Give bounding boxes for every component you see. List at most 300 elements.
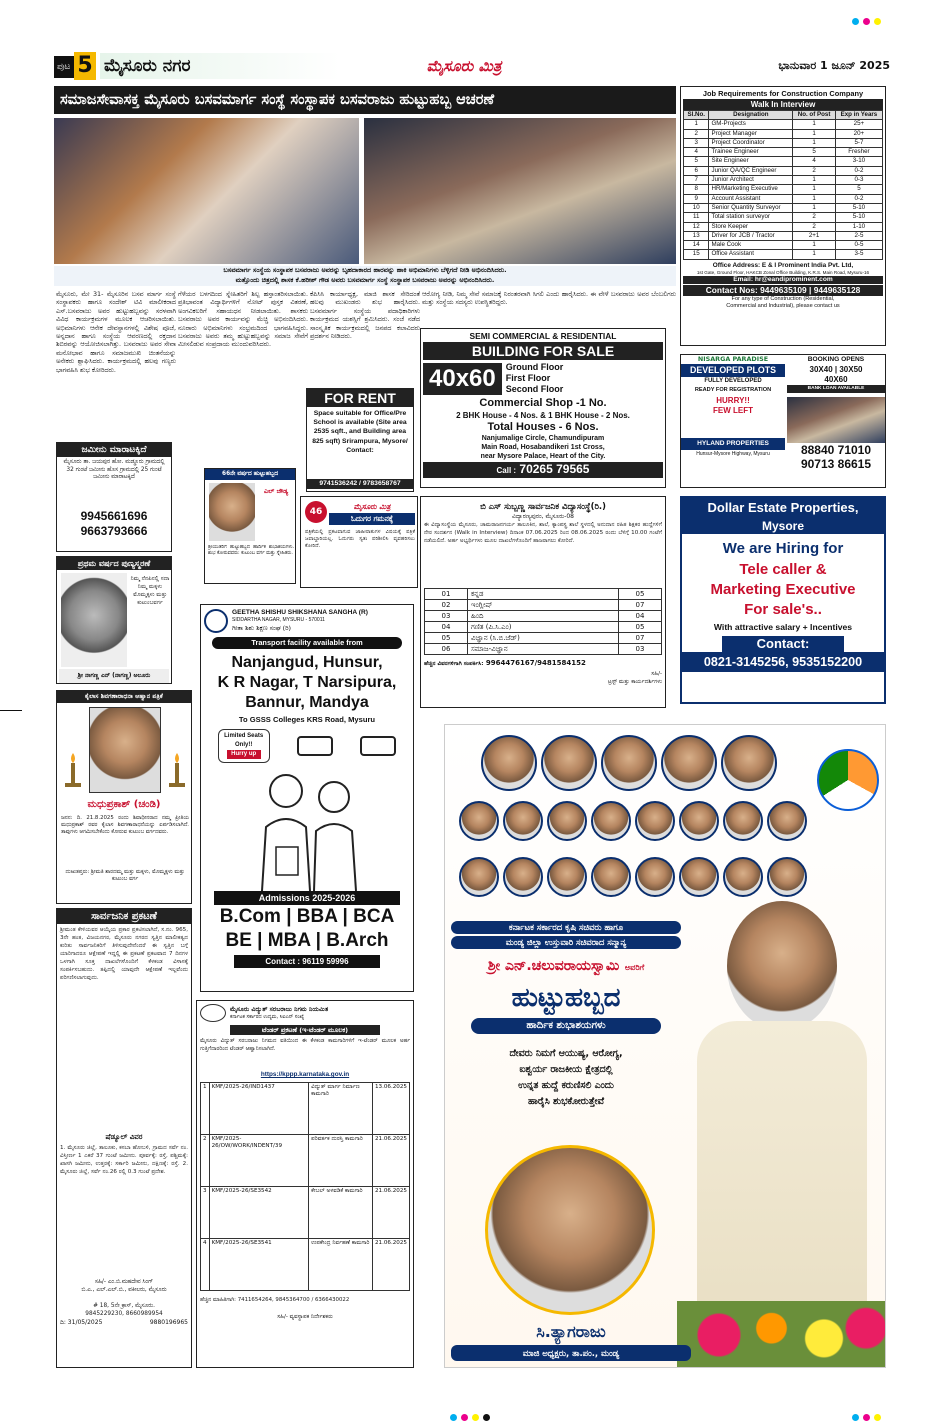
job-title: Job Requirements for Construction Company (702, 89, 864, 98)
job-cell: 5-10 (835, 213, 882, 222)
job-cell: HR/Marketing Executive (709, 185, 793, 194)
tender-cell: 21.06.2025 (372, 1135, 409, 1187)
tender-cell: KMF/2025-26/IND1437 (209, 1083, 309, 1135)
page-label-text: ಪುಟ (57, 62, 71, 72)
building-top: SEMI COMMERCIAL & RESIDENTIAL (469, 331, 617, 341)
school-notice (420, 496, 666, 708)
plots-phone-2: 90713 86615 (800, 457, 872, 471)
public-notice-body: ಶ್ರೀಮಂತ ಕೇಳಿಯವರ ಆಯ್ಕೆಯ ಪ್ರಕಾರ ಪ್ರಕಟಿಸಲಾಗಿದೆ, ಸ.ನಂ. 965, 3ನೇ ಹಂತ, ವಿಜಯನಗರ, ಮೈಸೂರು ನಗರದ ಸ್ವತ್ತಿನ ಮಾಲೀಕತ್ವದ ಕುರಿತು ಸಾರ್ವಜನಿಕರಿಗೆ ತಿಳಿಸುವುದೇನೆಂದರೆ ಈ ಸ್ವತ್ತಿನ ಬಗ್ಗೆ ಯಾರಿಗಾದರೂ ಆಕ್ಷೇಪಣೆ ಇದ್ದಲ್ಲಿ ಈ ಪ್ರಕಟಣೆ ಪ್ರಕಟವಾದ 7 ದಿನಗಳ ಒಳಗಾಗಿ ಸೂಕ್ತ ದಾಖಲೆಗಳೊಂದಿಗೆ ಕೆಳಕಂಡ ವಿಳಾಸಕ್ಕೆ ಸಂಪರ್ಕಿಸಬಹುದು. ತಪ್ಪಿದಲ್ಲಿ ಯಾವುದೇ ಆಕ್ಷೇಪಣೆ ಇಲ್ಲವೆಂದು ಪರಿಗಣಿಸಲಾಗುವುದು. (60, 927, 188, 981)
plots-few: FEW LEFT (713, 406, 753, 415)
political-line-2: ಮಂಡ್ಯ ಜಿಲ್ಲಾ ಉಸ್ತುವಾರಿ ಸಚಿವರಾದ ಸನ್ಮಾನ್ಯ (451, 936, 681, 949)
job-row (684, 203, 883, 212)
political-wish-1: ದೇವರು ನಿಮಗೆ ಆಯುಷ್ಯ, ಆರೋಗ್ಯ, (509, 1048, 623, 1059)
land-sale-title: ಜಮೀನು ಮಾರಾಟಕ್ಕಿದೆ (57, 443, 171, 457)
for-rent-ad (306, 388, 414, 492)
tender-table (200, 1082, 410, 1291)
tender-cell: ಉಪಕೇಂದ್ರ ನಿರ್ವಹಣೆ ಕಾಮಗಾರಿ (309, 1239, 373, 1291)
job-th-posts: No. of Post (793, 111, 836, 120)
gsss-limited-text: Limited Seats Only!! (224, 733, 264, 748)
tender-cell: ವಿದ್ಯುತ್ ಮಾರ್ಗ ನಿರ್ಮಾಣ ಕಾಮಗಾರಿ (309, 1083, 373, 1135)
job-cell: Site Engineer (709, 157, 793, 166)
remembrance-title: ಪ್ರಥಮ ವರ್ಷದ ಪುಣ್ಯಸ್ಮರಣೆ (57, 557, 171, 570)
leader-photo (591, 857, 631, 897)
job-office: Office Address: E & I Prominent India Pvt. Ltd, (712, 261, 854, 269)
gsss-courses-2: BE | MBA | B.Arch (225, 930, 389, 951)
tender-sign: ಸಹಿ/- ವ್ಯವಸ್ಥಾಪಕ ನಿರ್ದೇಶಕರು (277, 1314, 333, 1320)
school-sub: ವಿದ್ಯಾರಣ್ಯಪುರಂ, ಮೈಸೂರು-08 (512, 513, 574, 520)
signer-title: ಮಾಜಿ ಅಧ್ಯಕ್ಷರು, ತಾ.ಪಂ., ಮಂಡ್ಯ (451, 1345, 691, 1361)
land-sale-phone-2: 9663793666 (80, 524, 148, 538)
gsss-line-1: Nanjangud, Hunsur, (231, 654, 383, 671)
notice-date: ದಿ: 31/05/2025 (60, 1319, 103, 1326)
tender-cell: 21.06.2025 (372, 1239, 409, 1291)
tender-cell: 21.06.2025 (372, 1187, 409, 1239)
job-row (684, 241, 883, 250)
plots-photo (787, 397, 885, 443)
job-row (684, 194, 883, 203)
gsss-hurry: Hurry up (227, 750, 261, 759)
tender-cell: KMF/2025-26/OW/WORK/INDENT/39 (209, 1135, 309, 1187)
leader-photo (661, 735, 717, 791)
leader-photo (459, 857, 499, 897)
gsss-admissions: Admissions 2025-2026 (214, 891, 400, 905)
dollar-perks: With attractive salary + Incentives (713, 622, 853, 632)
job-th-exp: Exp in Years (835, 111, 882, 120)
job-th-designation: Designation (709, 111, 793, 120)
building-addr-2: Main Road, Hosabandikeri 1st Cross, (481, 444, 605, 451)
school-cell: ಗಣಿತ (ಪಿ.ಸಿ.ಎಂ) (468, 622, 619, 633)
plots-booking: BOOKING OPENS (807, 356, 865, 363)
job-cell: 2 (793, 213, 836, 222)
school-row (425, 611, 662, 622)
school-sign: ಸಹಿ/- (651, 671, 662, 677)
leader-photo (503, 801, 543, 841)
job-note-1: For any type of Construction (Residential, (731, 296, 835, 303)
school-cell: 04 (618, 611, 661, 622)
job-cell: 1 (793, 129, 836, 138)
notice-signer: ಸಹಿ/- ಎಂ.ಬಿ.ಮಹದೇವ ಸಿಂಗ್ (94, 1279, 154, 1285)
dollar-role-2: Marketing Executive (710, 581, 856, 598)
job-cell: 4 (793, 157, 836, 166)
anniversary-badge-icon (305, 501, 327, 523)
bus-icon-2 (360, 736, 396, 756)
job-cell: 0-2 (835, 166, 882, 175)
land-sale-phone-1: 9945661696 (80, 509, 148, 523)
tender-footer: ಹೆಚ್ಚಿನ ಮಾಹಿತಿಗಾಗಿ: 7411654264, 9845364700 / 6366430022 (200, 1297, 350, 1303)
school-contact-label: ಹೆಚ್ಚಿನ ವಿವರಗಳಿಗಾಗಿ ಸಂಪರ್ಕಿಸಿ: (424, 661, 484, 667)
school-row (425, 633, 662, 644)
job-cell: 9 (684, 194, 709, 203)
gsss-to: To GSSS Colleges KRS Road, Mysuru (238, 715, 376, 724)
school-cell: ಇಂಗ್ಲೀಷ್ (468, 600, 619, 611)
job-cell: 5 (835, 185, 882, 194)
political-wishes: ಹಾರ್ದಿಕ ಶುಭಾಶಯಗಳು (471, 1018, 661, 1034)
birthday-66-photo (209, 483, 255, 541)
obituary-ad (56, 690, 192, 904)
masthead (54, 52, 890, 80)
leader-photo (721, 735, 777, 791)
plots-phone-1: 88840 71010 (800, 443, 872, 457)
leader-photo (635, 801, 675, 841)
school-cell: 06 (425, 644, 468, 655)
leader-photo (723, 801, 763, 841)
job-row (684, 138, 883, 147)
for-rent-title: FOR RENT (307, 389, 413, 407)
leader-photo (459, 801, 499, 841)
job-cell: GM-Projects (709, 120, 793, 129)
school-table (424, 588, 662, 655)
badge-number: 46 (309, 507, 323, 517)
political-wish-2: ಐಶ್ವರ್ಯ ರಾಜಕೀಯ ಕ್ಷೇತ್ರದಲ್ಲಿ (519, 1064, 613, 1075)
registration-marks-top-right (852, 10, 912, 20)
job-row (684, 166, 883, 175)
building-size: 40x60 (423, 363, 502, 395)
job-row (684, 185, 883, 194)
school-cell: 07 (618, 600, 661, 611)
job-row (684, 213, 883, 222)
job-cell: 12 (684, 222, 709, 231)
paper-name: ಮೈಸೂರು ಮಿತ್ರ (426, 57, 502, 75)
job-cell: 1 (684, 120, 709, 129)
gsss-line-3: Bannur, Mandya (245, 694, 369, 711)
building-total: Total Houses - 6 Nos. (487, 421, 599, 433)
for-rent-phone: 9741536242 / 9783658767 (307, 479, 413, 489)
leader-photo (481, 735, 537, 791)
school-row (425, 644, 662, 655)
leader-photo (541, 735, 597, 791)
job-cell: Male Cook (709, 241, 793, 250)
job-cell: 1 (793, 250, 836, 259)
article-col-3: ಕೆಪಿಸಿಸಿ ಕಾರ್ಯಾಧ್ಯಕ್ಷ, ಮಾಜಿ ಶಾಸಕ ಸೇರಿದಂತೆ ಹಲವು ಮುಖಂಡರು ಶುಭ ಹಾರೈಸಿದರು. ಬಸವಮಾರ್ಗ ಸಂಸ್ಥೆಯ ಪದಾಧಿಕಾರಿಗಳು ಕಾರ್ಯಕ್ರಮದ ಯಶಸ್ಸಿಗೆ ಶ್ರಮಿಸಿದರು. ಸಂಜೆ ನಡೆದ ಸಾಂಸ್ಕೃತಿಕ ಕಾರ್ಯಕ್ರಮದಲ್ಲಿ ಜನಪದ ಕಲಾವಿದರು ಪ್ರದರ್ಶನ ನೀಡಿದರು. (310, 290, 420, 341)
gsss-logo-icon (204, 609, 228, 633)
plots-company: HYLAND PROPERTIES (681, 438, 785, 450)
plots-location: Hunsur-Mysore Highway, Mysuru (696, 451, 770, 457)
tender-url[interactable]: https://kppp.karnataka.gov.in (260, 1071, 350, 1078)
walkin-banner: Walk In Interview (683, 99, 883, 110)
job-cell: 2+1 (793, 231, 836, 240)
leader-photo (679, 857, 719, 897)
page-number: 5 (74, 52, 96, 80)
remembrance-name: ಶ್ರೀ ನಾಗಣ್ಣ ಎನ್ (ನಾಗಣ್ಣ) ಅಲೂರು (59, 669, 169, 683)
job-cell: 20+ (835, 129, 882, 138)
obituary-photo (89, 707, 161, 793)
job-cell: Junior Architect (709, 176, 793, 185)
political-line-1: ಕರ್ನಾಟಕ ಸರ್ಕಾರದ ಕೃಷಿ ಸಚಿವರು ಹಾಗೂ (451, 921, 681, 934)
job-cell: 14 (684, 241, 709, 250)
building-floor-3: Second Floor (505, 384, 564, 394)
obituary-body: ಜನನ: ದಿ. 21.8.2025 ರಂದು ಶಿವಾಧೀನರಾದ ನಮ್ಮ ಪ್ರೀತಿಯ ಮಧುಪ್ರಕಾಶ್ ರವರ ಕೈಲಾಸ ಶಿವಗಣಾರಾಧನೆಯನ್ನು ಏರ್ಪಡಿಸಲಾಗಿದೆ. ತಾವುಗಳು ಆಗಮಿಸಬೇಕೆಂದು ಕೋರುವ ಕುಟುಂಬ ವರ್ಗದವರು. (61, 815, 189, 835)
school-cell: 05 (425, 633, 468, 644)
leader-photo (635, 857, 675, 897)
plots-ad (680, 354, 886, 488)
job-cell: 1 (793, 241, 836, 250)
building-call (423, 462, 663, 478)
building-floor-2: First Floor (505, 373, 551, 383)
birthday-66-name: ಎಲ್ ಜೌಡ್ಯ (263, 487, 289, 495)
job-row (684, 231, 883, 240)
land-sale-body: ಮೈಸೂರು ತಾ. ಜಯಪುರ ಹೋ. ಮಡ್ಡೂರು ಗ್ರಾಮದಲ್ಲಿ 32 ಗುಂಟೆ ಜಮೀನು ಹೊಸ ಗ್ರಾಮದಲ್ಲಿ 25 ಗುಂಟೆ ಜಮೀನು ಮಾರಾಟಕ್ಕಿದೆ (63, 459, 165, 480)
school-body: ಈ ವಿದ್ಯಾಸಂಸ್ಥೆಯ ಮೈಸೂರು, ಚಾಮರಾಜನಗರ್ಯ ತಾಲೂಕಿನ, ಶಾಲೆ, ಕ್ಯಾಂಪಸ್ಟ್ರ ಶಾಲೆ ಸ್ಥಳದಲ್ಲಿ ಅನುದಾನ ರಹಿತ ಶಿಕ್ಷಕರ ಹುದ್ದೆಗಳಿಗೆ ನೇರ ಸಂದರ್ಶನ (Walk in Interview) ದಿನಾಂಕ 07.06.2025 ರಿಂದ 08.06.2025 ರಂದು ಬೆಳಿಗ್ಗೆ 10.00 ಗಂಟೆಗೆ ನಡೆಯಲಿದೆ. ಅರ್ಹ ಅಭ್ಯರ್ಥಿಗಳು ಮೂಲ ದಾಖಲೆಗಳೊಂದಿಗೆ ಹಾಜರಾಗಲು ಕೋರಿದೆ. (424, 522, 662, 544)
tender-cell: ಪರಿವರ್ತಕ ದುರಸ್ತಿ ಕಾಮಗಾರಿ (309, 1135, 373, 1187)
notice-addr: # 18, 5ನೇ ಕ್ರಾಸ್, ಮೈಸೂರು. (93, 1303, 155, 1309)
tender-row (201, 1135, 410, 1187)
school-contact (424, 658, 662, 670)
job-cell: 0-5 (835, 241, 882, 250)
leader-photo (547, 857, 587, 897)
political-wish-4: ಹಾರೈಸಿ ಶುಭಕೋರುತ್ತೇವೆ (528, 1096, 604, 1107)
dollar-role-3: For sale's.. (744, 601, 822, 618)
tender-cell: 4 (201, 1239, 210, 1291)
lamp-icon-right (167, 751, 187, 791)
mitra-46-body: ಪತ್ರಿಕೆಯಲ್ಲಿ ಪ್ರಕಟವಾಗುವ ಜಾಹೀರಾತುಗಳ ವಿಷಯಕ್ಕೆ ಪತ್ರಿಕೆ ಜವಾಬ್ದಾರಿಯಲ್ಲ. ಓದುಗರು ಸ್ವತಃ ಪರಿಶೀಲಿಸಿ ವ್ಯವಹರಿಸಲು ಕೋರಿದೆ. (305, 529, 415, 549)
plots-size-1: 30X40 | 30X50 (809, 365, 863, 374)
job-cell: 5-7 (835, 138, 882, 147)
school-cell: 07 (618, 633, 661, 644)
dollar-hiring: We are Hiring for (722, 540, 844, 557)
lead-photo-2 (364, 118, 676, 264)
building-call-label: Call : (496, 466, 517, 475)
job-cell: 1 (793, 185, 836, 194)
for-rent-body: Space suitable for Office/Pre School is available (Site area 2535 sqft., and Building area 825 sqft) Srirampura, Mysore/ Contact: (312, 410, 408, 454)
job-cell: 2-5 (835, 231, 882, 240)
tender-sub: ಕರ್ನಾಟಕ ಸರ್ಕಾರದ ಉದ್ಯಮ, ಸಿಐಎನ್ ಸಂಖ್ಯೆ (230, 1013, 305, 1020)
job-cell: Trainee Engineer (709, 148, 793, 157)
job-cell: 25+ (835, 120, 882, 129)
birthday-66-ad (204, 468, 296, 584)
job-cell: 1 (793, 194, 836, 203)
tender-cell: KMF/2025-26/SE3541 (209, 1239, 309, 1291)
gsss-name: GEETHA SHISHU SHIKSHANA SANGHA (R) (232, 609, 368, 616)
leader-photo (679, 801, 719, 841)
job-cell: Project Manager (709, 129, 793, 138)
remembrance-body: ನಿಮ್ಮ ನೆನಪಿನಲ್ಲಿ ಸದಾ ನಿಮ್ಮ ಮಕ್ಕಳು ಮೊಮ್ಮಕ್ಕಳು ಮತ್ತು ಕುಟುಂಬವರ್ಗ (130, 576, 170, 606)
signer-photo (485, 1145, 655, 1315)
notice-phone-3: 9880196965 (149, 1319, 188, 1326)
mescom-logo-icon (200, 1004, 226, 1022)
job-note-2: Commercial and Industrial), please contact us (726, 303, 840, 310)
school-cell: 03 (425, 611, 468, 622)
political-wish-3: ಉನ್ನತ ಹುದ್ದೆ ಕರುಣಿಸಲಿ ಎಂದು (518, 1080, 614, 1091)
political-name-text: ಶ್ರೀ ಎನ್.ಚಲುವರಾಯಸ್ವಾಮಿ (487, 958, 620, 974)
public-notice (56, 908, 192, 1368)
tender-title: ಟೆಂಡರ್ ಪ್ರಕಟಣೆ (ಇ-ಟೆಂಡರ್ ಮೂಲಕ) (230, 1025, 380, 1035)
leader-photo (591, 801, 631, 841)
political-avarige: ಅವರಿಗೆ (624, 963, 645, 972)
headline: ಸಮಾಜಸೇವಾಸಕ್ತ ಮೈಸೂರು ಬಸವಮಾರ್ಗ ಸಂಸ್ಥೆ ಸಂಸ್ಥಾಪಕ ಬಸವರಾಜು ಹುಟ್ಟುಹಬ್ಬ ಆಚರಣೆ (54, 86, 676, 114)
building-floor-1: Ground Floor (505, 362, 564, 372)
tender-cell: 3 (201, 1187, 210, 1239)
job-cell: 2 (684, 129, 709, 138)
job-row (684, 250, 883, 259)
registration-marks-bottom-right (852, 1406, 912, 1416)
school-row (425, 622, 662, 633)
job-cell: 3-5 (835, 250, 882, 259)
job-row (684, 176, 883, 185)
job-cell: 4 (684, 148, 709, 157)
job-cell: Senior Quantity Surveyor (709, 203, 793, 212)
photo-caption-line-1: ಬಸವಮಾರ್ಗ ಸಂಸ್ಥೆಯ ಸಂಸ್ಥಾಪಕ ಬಸವರಾಜು ಅವರನ್ನು ಬೃಹದಾಕಾರದ ಹಾರವನ್ನು ಹಾಕಿ ಅಭಿಮಾನಿಗಳು ಬೆಳ್ಳಿಗದೆ ನೀಡಿ ಅಭಿನಂದಿಸಿದರು. (223, 266, 507, 274)
building-shop: Commercial Shop -1 No. (479, 397, 607, 409)
job-row (684, 129, 883, 138)
job-cell: Total station surveyor (709, 213, 793, 222)
public-notice-title: ಸಾರ್ವಜನಿಕ ಪ್ರಕಟಣೆ (57, 909, 191, 924)
building-sale-ad (420, 328, 666, 488)
land-sale-ad (56, 442, 172, 552)
lead-photo-1 (54, 118, 359, 264)
birthday-66-title: 66ನೇ ವರ್ಷದ ಹುಟ್ಟುಹಬ್ಬದ (205, 469, 295, 480)
tender-cell: 1 (201, 1083, 210, 1135)
gsss-contact: Contact : 96119 59996 (234, 955, 380, 968)
leader-photo (723, 857, 763, 897)
job-cell: 3-10 (835, 157, 882, 166)
remembrance-ad (56, 556, 172, 684)
job-cell: 7 (684, 176, 709, 185)
job-cell: Project Coordinator (709, 138, 793, 147)
gsss-limited (218, 729, 270, 763)
photo-caption-line-2: ಮತ್ತೊಂದು ಚಿತ್ರದಲ್ಲಿ ಶಾಸಕ ಕೆ.ಹರೀಶ್ ಗೌಡ ಅವರು ಬಸವಮಾರ್ಗ ಸಂಸ್ಥೆ ಸಂಸ್ಥಾಪಕ ಬಸವರಾಜು ಅವರನ್ನು ಅಭಿನಂದಿಸಿದರು. (235, 275, 495, 284)
plots-brand: NISARGA PARADISE (697, 355, 769, 363)
congress-hand-icon (817, 749, 879, 811)
tender-org: ಮೈಸೂರು ವಿದ್ಯುತ್ ಸರಬರಾಜು ನಿಗಮ ನಿಯಮಿತ (230, 1005, 329, 1013)
birthday-66-body: ಶ್ರೀಯುತರಿಗೆ ಹುಟ್ಟುಹಬ್ಬದ ಹಾರ್ದಿಕ ಶುಭಾಶಯಗಳು. ಶುಭ ಕೋರುವವರು: ಕುಟುಂಬ ವರ್ಗ ಮತ್ತು ಸ್ನೇಹಿತರು. (208, 545, 294, 556)
job-cell: 11 (684, 213, 709, 222)
leader-photo (601, 735, 657, 791)
gsss-courses-1: B.Com | BBA | BCA (219, 906, 395, 927)
tender-cell: 13.06.2025 (372, 1083, 409, 1135)
dollar-name: Dollar Estate Properties, (682, 498, 884, 518)
job-cell: 10 (684, 203, 709, 212)
dollar-contact-label: Contact: (722, 636, 844, 652)
plots-size-2: 40X60 (824, 375, 848, 384)
gsss-ad (200, 604, 414, 992)
job-cell: 2 (793, 222, 836, 231)
school-cell: ವಿಜ್ಞಾನ (ಸಿ.ಬಿ.ಜೆಡ್) (468, 633, 619, 644)
job-cell: 13 (684, 231, 709, 240)
building-call-number: 70265 79565 (519, 462, 590, 476)
article-col-2: ಗೆಳೆಯರ ಬಳಗದಿಂದ ಸ್ನೇಹಿತರಿಗೆ ಶಿಲ್ಪ ಹಸ್ತಾಂತರಿಸಲಾಯಿತು. ಪ್ರತಿಭಾವಂತ ವಿದ್ಯಾರ್ಥಿಗಳಿಗೆ ನೋಟ್ ಪುಸ್ತಕ ವಿತರಣೆ, ಅಂಗವಿಕಲರಿಗೆ ಸಹಾಯಧನ ನೀಡಲಾಯಿತು. ಶಾಸಕರು ಬಸವರಾಜು ಅವರ ಕಾರ್ಯವನ್ನು ಮೆಚ್ಚಿ ಅಭಿನಂದಿಸಿದರು. ನೂರಾರು ಅಭಿಮಾನಿಗಳು ಸಂಭ್ರಮದಿಂದ ಭಾಗವಹಿಸಿದ್ದರು. ಬಸವರಾಜು ಅವರು ತಮ್ಮ ಹುಟ್ಟುಹಬ್ಬವನ್ನು ಸಮಾಜ ಸೇವೆಗೆ ಮೀಸಲಿಡುವ ಸಂಪ್ರದಾಯ ಮುಂದುವರಿಸಿದರು. (178, 290, 308, 349)
gsss-addr: SIDDARTHA NAGAR, MYSURU - 570011 (232, 617, 325, 623)
leader-photo (767, 801, 807, 841)
plots-left (681, 355, 785, 487)
job-cell: 0-3 (835, 176, 882, 185)
job-cell: Account Assistant (709, 194, 793, 203)
registration-marks-bottom-left (450, 1406, 510, 1416)
school-cell: 05 (618, 589, 661, 600)
school-row (425, 589, 662, 600)
minister-portrait (677, 901, 886, 1368)
school-row (425, 600, 662, 611)
school-cell: 02 (425, 600, 468, 611)
school-contact-number: 9964476167/9481584152 (485, 659, 586, 667)
plots-ready: READY FOR REGISTRATION (694, 387, 772, 393)
job-cell: Driver for JCB / Tractor (709, 231, 793, 240)
obituary-name: ಮಧುಪ್ರಕಾಶ್ (ಚಂಡಿ) (87, 799, 161, 810)
leader-photo (767, 857, 807, 897)
article-col-1: ಮೈಸೂರು, ಮೇ 31- ಮೈಸೂರಿನ ಬಸವ ಮಾರ್ಗ ಸಂಸ್ಥೆ ಸಂಸ್ಥಾಪಕರು ಹಾಗೂ ಸಂದೇಶ್ ಟಿವಿ ಮಾಲೀಕರಾದ ಎಸ್.ಬಸವರಾಜು ಅವರ ಹುಟ್ಟುಹಬ್ಬವನ್ನು ಸರಳವಾಗಿ ವಿವಿಧ ಕಾರ್ಯಕ್ರಮಗಳ ಮೂಲಕ ಆಚರಿಸಲಾಯಿತು. ಅಭಿಮಾನಿಗಳು ಆನೇಕ ದೇವಸ್ಥಾನಗಳಲ್ಲಿ ವಿಶೇಷ ಪೂಜೆ, ಅನ್ನದಾನ ಹಾಗೂ ಸಂಸ್ಥೆಯ ಆವರಣದಲ್ಲಿ ರಕ್ತದಾನ ಶಿಬಿರವನ್ನು ಆಯೋಜಿಸಲಾಗಿತ್ತು. ಬಸವರಾಜು ಅವರ ಸೇವಾ ಮನೋಭಾವ ಹಾಗೂ ಸಮಾಜಮುಖಿ ಚಿಂತನೆಯನ್ನು ಅನೇಕರು ಶ್ಲಾಘಿಸಿದರು. ಕಾರ್ಯಕ್ರಮದಲ್ಲಿ ಹಲವು ಗಣ್ಯರು ಭಾಗವಹಿಸಿ ಶುಭ ಕೋರಿದರು. (56, 290, 176, 374)
job-cell: Store Keeper (709, 222, 793, 231)
plots-right (787, 355, 885, 487)
leaders-grid (451, 731, 811, 915)
job-contact: Contact Nos: 9449635109 | 9449635128 (683, 285, 883, 296)
tender-row (201, 1187, 410, 1239)
photo-caption (54, 266, 676, 286)
mitra-46-title: ಓದುಗರ ಗಮನಕ್ಕೆ (329, 513, 415, 525)
notice-signer-title: ಬಿ.ಎ., ಎಲ್.ಎಲ್.ಬಿ., ವಕೀಲರು, ಮೈಸೂರು (81, 1287, 167, 1293)
tender-row (201, 1083, 410, 1135)
plots-hurry: HURRY!! (716, 396, 750, 405)
plots-loan: BANK LOAN AVAILABLE (787, 385, 885, 393)
job-cell: 1 (793, 176, 836, 185)
school-cell: ಸಮಾಜ-ವಿಜ್ಞಾನ (468, 644, 619, 655)
tender-row (201, 1239, 410, 1291)
job-cell: 1-10 (835, 222, 882, 231)
job-cell: 5-10 (835, 203, 882, 212)
plots-title: DEVELOPED PLOTS (681, 364, 785, 377)
tender-cell: ಕೇಬಲ್ ಅಳವಡಿಕೆ ಕಾಮಗಾರಿ (309, 1187, 373, 1239)
bus-icon-1 (297, 736, 333, 756)
remembrance-photo (61, 573, 127, 667)
lamp-icon-left (63, 751, 83, 791)
job-cell: 5 (793, 148, 836, 157)
school-cell: 03 (618, 644, 661, 655)
obituary-sign: ದುಃಖತಪ್ತರು: ಶ್ರೀಮತಿ ಶಾರದಮ್ಮ ಮತ್ತು ಮಕ್ಕಳು, ಮೊಮ್ಮಕ್ಕಳು ಮತ್ತು ಕುಟುಂಬ ವರ್ಗ (65, 869, 185, 882)
job-table (683, 110, 883, 260)
issue-date: ಭಾನುವಾರ 1 ಜೂನ್ 2025 (778, 59, 890, 72)
job-cell: Junior QA/QC Engineer (709, 166, 793, 175)
job-cell: 1 (793, 203, 836, 212)
job-requirements-ad (680, 86, 886, 346)
political-name (451, 955, 681, 976)
dollar-city: Mysore (682, 518, 884, 534)
tender-cell: 2 (201, 1135, 210, 1187)
dollar-estate-ad (680, 496, 886, 704)
mitra-46-paper: ಮೈಸೂರು ಮಿತ್ರ (353, 502, 391, 511)
school-title: ಬಿ ಎಸ್ ಸುಬ್ಬಣ್ಣ ಸಾರ್ವಜನಿಕ ವಿದ್ಯಾಸಂಸ್ಥೆ(ರಿ.) (480, 501, 606, 511)
job-cell: 6 (684, 166, 709, 175)
job-row (684, 148, 883, 157)
job-cell: 8 (684, 185, 709, 194)
tender-intro: ಮೈಸೂರು ವಿದ್ಯುತ್ ಸರಬರಾಜು ನಿಗಮದ ವತಿಯಿಂದ ಈ ಕೆಳಕಂಡ ಕಾಮಗಾರಿಗಳಿಗೆ ಇ-ಟೆಂಡರ್ ಮೂಲಕ ಅರ್ಹ ಗುತ್ತಿಗೆದಾರರಿಂದ ಟೆಂಡರ್ ಆಹ್ವಾನಿಸಲಾಗಿದೆ. (200, 1038, 410, 1052)
school-sign-2: ಟ್ರಸ್ಟ್ ಮತ್ತು ಕಾರ್ಯದರ್ಶಿಗಳು (608, 679, 662, 685)
leader-photo (547, 801, 587, 841)
gsss-line-2: K R Nagar, T Narsipura, (217, 674, 397, 691)
signer-name: ಸಿ.ತ್ಯಾಗರಾಜು (536, 1322, 606, 1341)
political-birthday: ಹುಟ್ಟುಹಬ್ಬದ (511, 983, 621, 1013)
school-cell: ಹಿಂದಿ (468, 611, 619, 622)
job-email: Email: hr@eandiprominent.com (683, 276, 883, 284)
job-row (684, 222, 883, 231)
job-cell: 3 (684, 138, 709, 147)
gsss-kannada: ಗೀತಾ ಶಿಶು ಶಿಕ್ಷಣ ಸಂಘ (ರಿ) (232, 624, 292, 632)
job-cell: 0-2 (835, 194, 882, 203)
building-houses: 2 BHK House - 4 Nos. & 1 BHK House - 2 Nos. (456, 411, 630, 420)
school-cell: 04 (425, 622, 468, 633)
tender-notice (196, 1000, 414, 1368)
dollar-role-1: Tele caller & (739, 561, 827, 578)
leader-photo (503, 857, 543, 897)
minister-body (697, 1021, 867, 1321)
political-ad (444, 724, 886, 1368)
flower-garland (677, 1301, 886, 1368)
building-addr-3: near Mysore Palace, Heart of the City. (480, 453, 606, 460)
section-name: ಮೈಸೂರು ನಗರ (100, 53, 340, 79)
school-cell: ಕನ್ನಡ (468, 589, 619, 600)
job-cell: Fresher (835, 148, 882, 157)
obituary-title: ಕೈಲಾಸ ಶಿವಗಣಾರಾಧನಾ ಆಹ್ವಾನ ಪತ್ರಿಕೆ (57, 691, 191, 703)
schedule-body: 1. ಮೈಸೂರು ಜಿಲ್ಲೆ, ತಾಲೂಕು, ಕಸಬಾ ಹೋಬಳಿ, ಗ್ರಾಮದ ಸರ್ವೆ ನಂ. ವಿಸ್ತೀರ್ಣ 1 ಎಕರೆ 37 ಗುಂಟೆ ಜಮೀನು. ಪೂರ್ವಕ್ಕೆ: ರಸ್ತೆ, ಪಶ್ಚಿಮಕ್ಕೆ: ಖಾಸಗಿ ಜಮೀನು, ಉತ್ತರಕ್ಕೆ: ಸರ್ಕಾರಿ ಜಮೀನು, ದಕ್ಷಿಣಕ್ಕೆ: ರಸ್ತೆ. 2. ಮೈಸೂರು ಜಿಲ್ಲೆ, ಸರ್ವೆ ನಂ.26 ರಲ್ಲಿ 0.3 ಗುಂಟೆ ಪ್ರದೇಶ. (60, 1145, 188, 1175)
job-row (684, 120, 883, 129)
political-text (451, 921, 681, 1137)
